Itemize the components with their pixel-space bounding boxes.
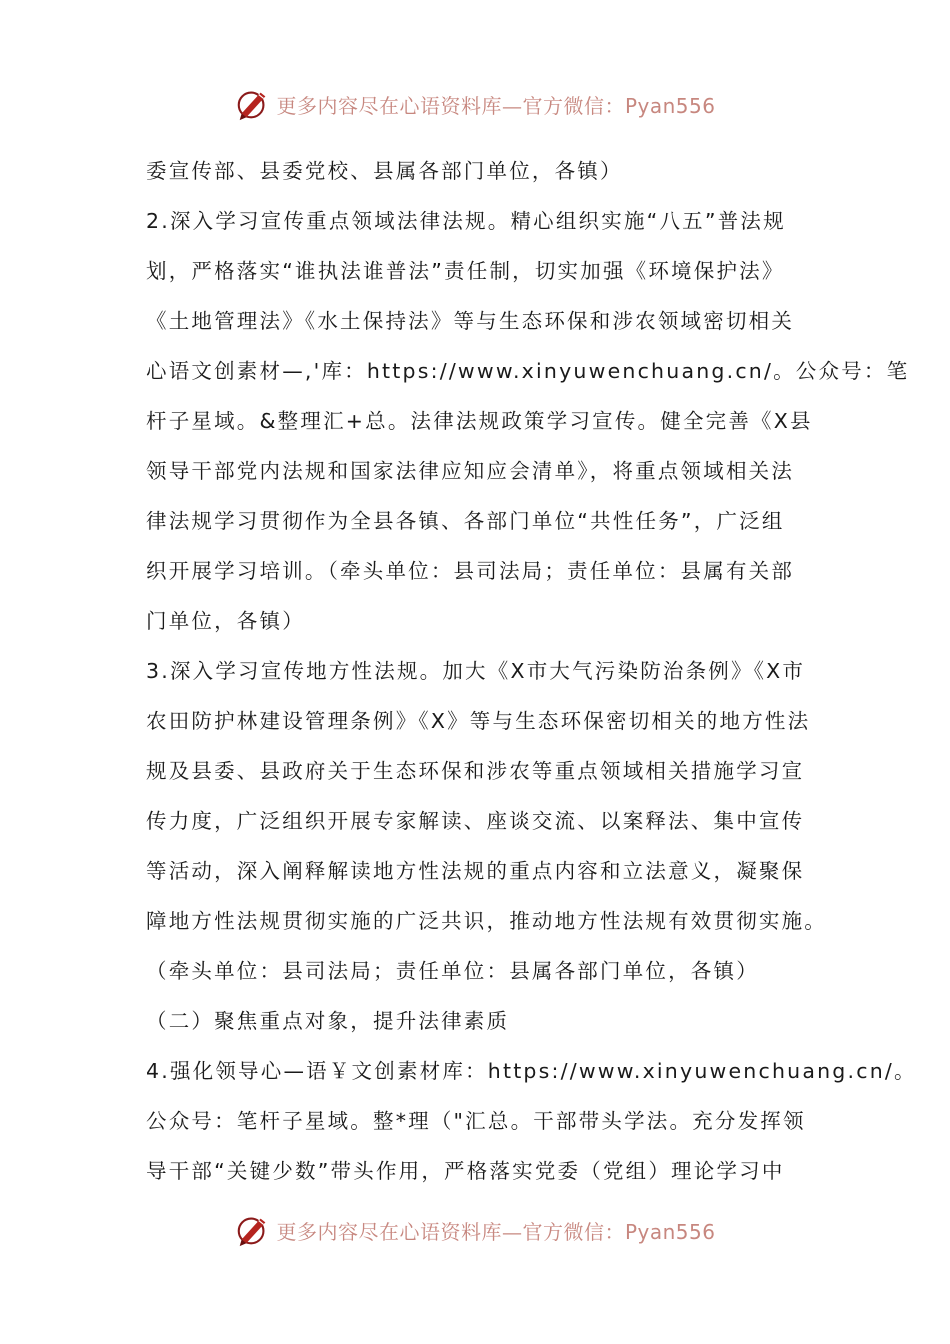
text-line: 划，严格落实“谁执法谁普法”责任制，切实加强《环境保护法》 xyxy=(146,259,785,283)
pen-logo-icon xyxy=(234,1211,272,1249)
text-line: 心语文创素材—,'库：https://www.xinyuwenchuang.cn/。公众号：笔 xyxy=(146,359,910,383)
text-line: 杆子星域。&整理汇+总。法律法规政策学习宣传。健全完善《X县 xyxy=(146,409,813,433)
section-heading: （二）聚焦重点对象，提升法律素质 xyxy=(146,1009,510,1033)
text-line: 障地方性法规贯彻实施的广泛共识，推动地方性法规有效贯彻实施。 xyxy=(146,909,827,933)
text-line: 门单位，各镇） xyxy=(146,609,305,633)
text-line: （牵头单位：县司法局；责任单位：县属各部门单位，各镇） xyxy=(146,959,759,983)
text-line: 导干部“关键少数”带头作用，严格落实党委（党组）理论学习中 xyxy=(146,1159,785,1183)
text-line: 领导干部党内法规和国家法律应知应会清单》，将重点领域相关法 xyxy=(146,459,795,483)
text-line: 《土地管理法》《水土保持法》等与生态环保和涉农领域密切相关 xyxy=(146,309,795,333)
pen-logo-icon xyxy=(234,85,272,123)
text-line: 规及县委、县政府关于生态环保和涉农等重点领域相关措施学习宣 xyxy=(146,759,805,783)
text-line: 织开展学习培训。（牵头单位：县司法局；责任单位：县属有关部 xyxy=(146,559,795,583)
text-line: 3.深入学习宣传地方性法规。加大《X市大气污染防治条例》《X市 xyxy=(146,659,806,683)
text-line: 2.深入学习宣传重点领域法律法规。精心组织实施“八五”普法规 xyxy=(146,209,786,233)
text-line: 律法规学习贯彻作为全县各镇、各部门单位“共性任务”，广泛组 xyxy=(146,509,785,533)
text-line: 委宣传部、县委党校、县属各部门单位，各镇） xyxy=(146,159,623,183)
document-body xyxy=(146,146,917,1196)
header-watermark-banner xyxy=(0,84,950,124)
footer-watermark-banner xyxy=(0,1210,950,1250)
text-line: 等活动，深入阐释解读地方性法规的重点内容和立法意义，凝聚保 xyxy=(146,859,805,883)
banner-label: 更多内容尽在心语资料库—官方微信：Pyan556 xyxy=(276,93,716,118)
text-line: 传力度，广泛组织开展专家解读、座谈交流、以案释法、集中宣传 xyxy=(146,809,805,833)
text-line: 农田防护林建设管理条例》《X》等与生态环保密切相关的地方性法 xyxy=(146,709,811,733)
banner-label: 更多内容尽在心语资料库—官方微信：Pyan556 xyxy=(276,1219,716,1244)
text-line: 4.强化领导心—语￥文创素材库：https://www.xinyuwenchuang.cn/。 xyxy=(146,1059,917,1083)
text-line: 公众号：笔杆子星域。整*理（"汇总。干部带头学法。充分发挥领 xyxy=(146,1109,806,1133)
